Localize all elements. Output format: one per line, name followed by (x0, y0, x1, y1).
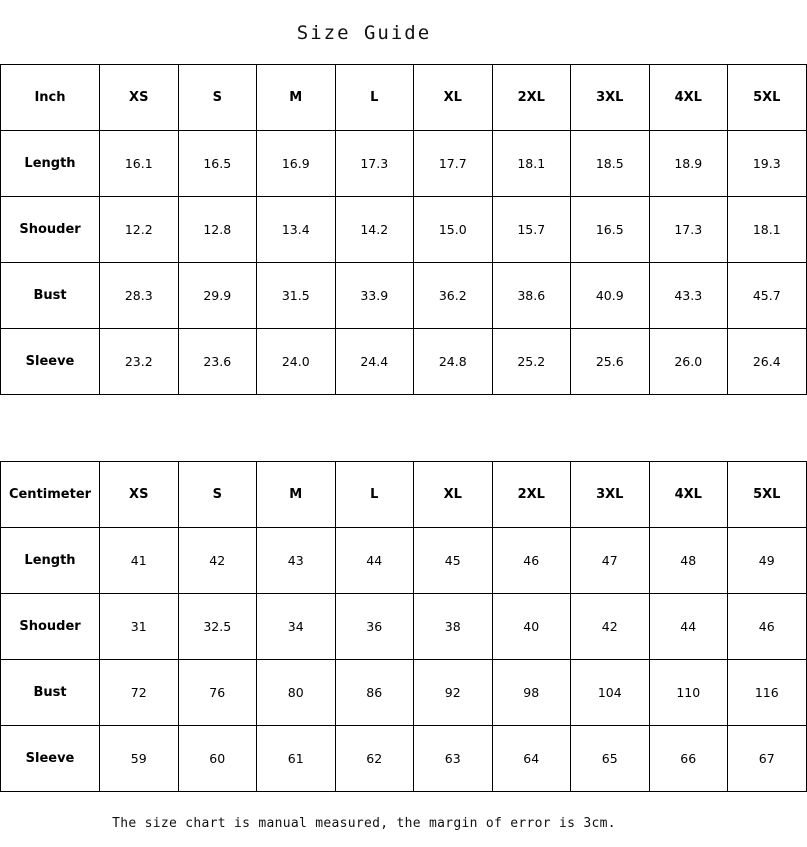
table-row (1, 726, 807, 792)
table-cell: 16.1 (100, 131, 179, 197)
column-header: 4XL (649, 462, 728, 528)
table-cell: 24.4 (335, 329, 414, 395)
table-cell: 18.1 (728, 197, 807, 263)
table-cell: 24.8 (414, 329, 493, 395)
table-cell: 12.8 (178, 197, 257, 263)
table-cell: 16.5 (571, 197, 650, 263)
table-cell: 67 (728, 726, 807, 792)
table-cell: 38.6 (492, 263, 571, 329)
measurement-footnote: The size chart is manual measured, the margin of error is 3cm. (112, 816, 616, 831)
column-header: 5XL (728, 462, 807, 528)
table-cell: 38 (414, 594, 493, 660)
row-label: Shouder (1, 594, 100, 660)
table-cell: 46 (728, 594, 807, 660)
table-cell: 62 (335, 726, 414, 792)
table-cell: 41 (100, 528, 179, 594)
table-cell: 46 (492, 528, 571, 594)
table-cell: 40 (492, 594, 571, 660)
table-cell: 64 (492, 726, 571, 792)
table-cell: 14.2 (335, 197, 414, 263)
table-divider-gap (0, 395, 728, 461)
table-cell: 17.7 (414, 131, 493, 197)
column-header: M (257, 462, 336, 528)
row-label: Shouder (1, 197, 100, 263)
row-label: Sleeve (1, 726, 100, 792)
table-cell: 61 (257, 726, 336, 792)
table-cell: 63 (414, 726, 493, 792)
table-cell: 49 (728, 528, 807, 594)
table-header-row (1, 462, 807, 528)
row-label: Length (1, 131, 100, 197)
table-cell: 98 (492, 660, 571, 726)
table-cell: 15.0 (414, 197, 493, 263)
table-cell: 44 (649, 594, 728, 660)
table-cell: 25.6 (571, 329, 650, 395)
row-label: Sleeve (1, 329, 100, 395)
table-cell: 43.3 (649, 263, 728, 329)
table-cell: 116 (728, 660, 807, 726)
column-header: 4XL (649, 65, 728, 131)
table-cell: 17.3 (335, 131, 414, 197)
table-cell: 26.0 (649, 329, 728, 395)
page-title: Size Guide (296, 22, 432, 44)
table-cell: 18.5 (571, 131, 650, 197)
table-cell: 31.5 (257, 263, 336, 329)
size-table-inch (0, 64, 807, 395)
table-cell: 12.2 (100, 197, 179, 263)
table-cell: 25.2 (492, 329, 571, 395)
table-cell: 24.0 (257, 329, 336, 395)
table-cell: 40.9 (571, 263, 650, 329)
table-cell: 42 (571, 594, 650, 660)
column-header: 3XL (571, 65, 650, 131)
unit-label-centimeter: Centimeter (1, 462, 100, 528)
table-cell: 43 (257, 528, 336, 594)
table-cell: 92 (414, 660, 493, 726)
unit-label-inch: Inch (1, 65, 100, 131)
table-cell: 45.7 (728, 263, 807, 329)
column-header: XS (100, 462, 179, 528)
column-header: 5XL (728, 65, 807, 131)
table-row (1, 594, 807, 660)
column-header: 3XL (571, 462, 650, 528)
table-cell: 15.7 (492, 197, 571, 263)
table-cell: 16.5 (178, 131, 257, 197)
table-cell: 17.3 (649, 197, 728, 263)
table-cell: 104 (571, 660, 650, 726)
table-cell: 44 (335, 528, 414, 594)
column-header: 2XL (492, 65, 571, 131)
table-cell: 23.2 (100, 329, 179, 395)
table-cell: 59 (100, 726, 179, 792)
table-cell: 86 (335, 660, 414, 726)
column-header: L (335, 65, 414, 131)
table-cell: 47 (571, 528, 650, 594)
row-label: Bust (1, 263, 100, 329)
table-cell: 36.2 (414, 263, 493, 329)
table-cell: 66 (649, 726, 728, 792)
table-cell: 23.6 (178, 329, 257, 395)
row-label: Bust (1, 660, 100, 726)
table-cell: 34 (257, 594, 336, 660)
column-header: XS (100, 65, 179, 131)
table-cell: 18.1 (492, 131, 571, 197)
table-cell: 110 (649, 660, 728, 726)
table-cell: 60 (178, 726, 257, 792)
column-header: XL (414, 65, 493, 131)
table-cell: 31 (100, 594, 179, 660)
table-cell: 19.3 (728, 131, 807, 197)
column-header: S (178, 65, 257, 131)
table-cell: 13.4 (257, 197, 336, 263)
table-cell: 42 (178, 528, 257, 594)
table-row (1, 329, 807, 395)
table-header-row (1, 65, 807, 131)
table-cell: 16.9 (257, 131, 336, 197)
table-row (1, 528, 807, 594)
table-cell: 28.3 (100, 263, 179, 329)
table-cell: 32.5 (178, 594, 257, 660)
table-cell: 45 (414, 528, 493, 594)
table-cell: 26.4 (728, 329, 807, 395)
table-cell: 72 (100, 660, 179, 726)
table-row (1, 263, 807, 329)
table-cell: 48 (649, 528, 728, 594)
table-cell: 65 (571, 726, 650, 792)
table-cell: 36 (335, 594, 414, 660)
table-cell: 76 (178, 660, 257, 726)
table-row (1, 660, 807, 726)
column-header: M (257, 65, 336, 131)
column-header: L (335, 462, 414, 528)
table-cell: 29.9 (178, 263, 257, 329)
column-header: 2XL (492, 462, 571, 528)
table-cell: 80 (257, 660, 336, 726)
column-header: XL (414, 462, 493, 528)
size-table-centimeter (0, 461, 807, 792)
table-cell: 18.9 (649, 131, 728, 197)
table-cell: 33.9 (335, 263, 414, 329)
table-row (1, 197, 807, 263)
column-header: S (178, 462, 257, 528)
row-label: Length (1, 528, 100, 594)
table-row (1, 131, 807, 197)
